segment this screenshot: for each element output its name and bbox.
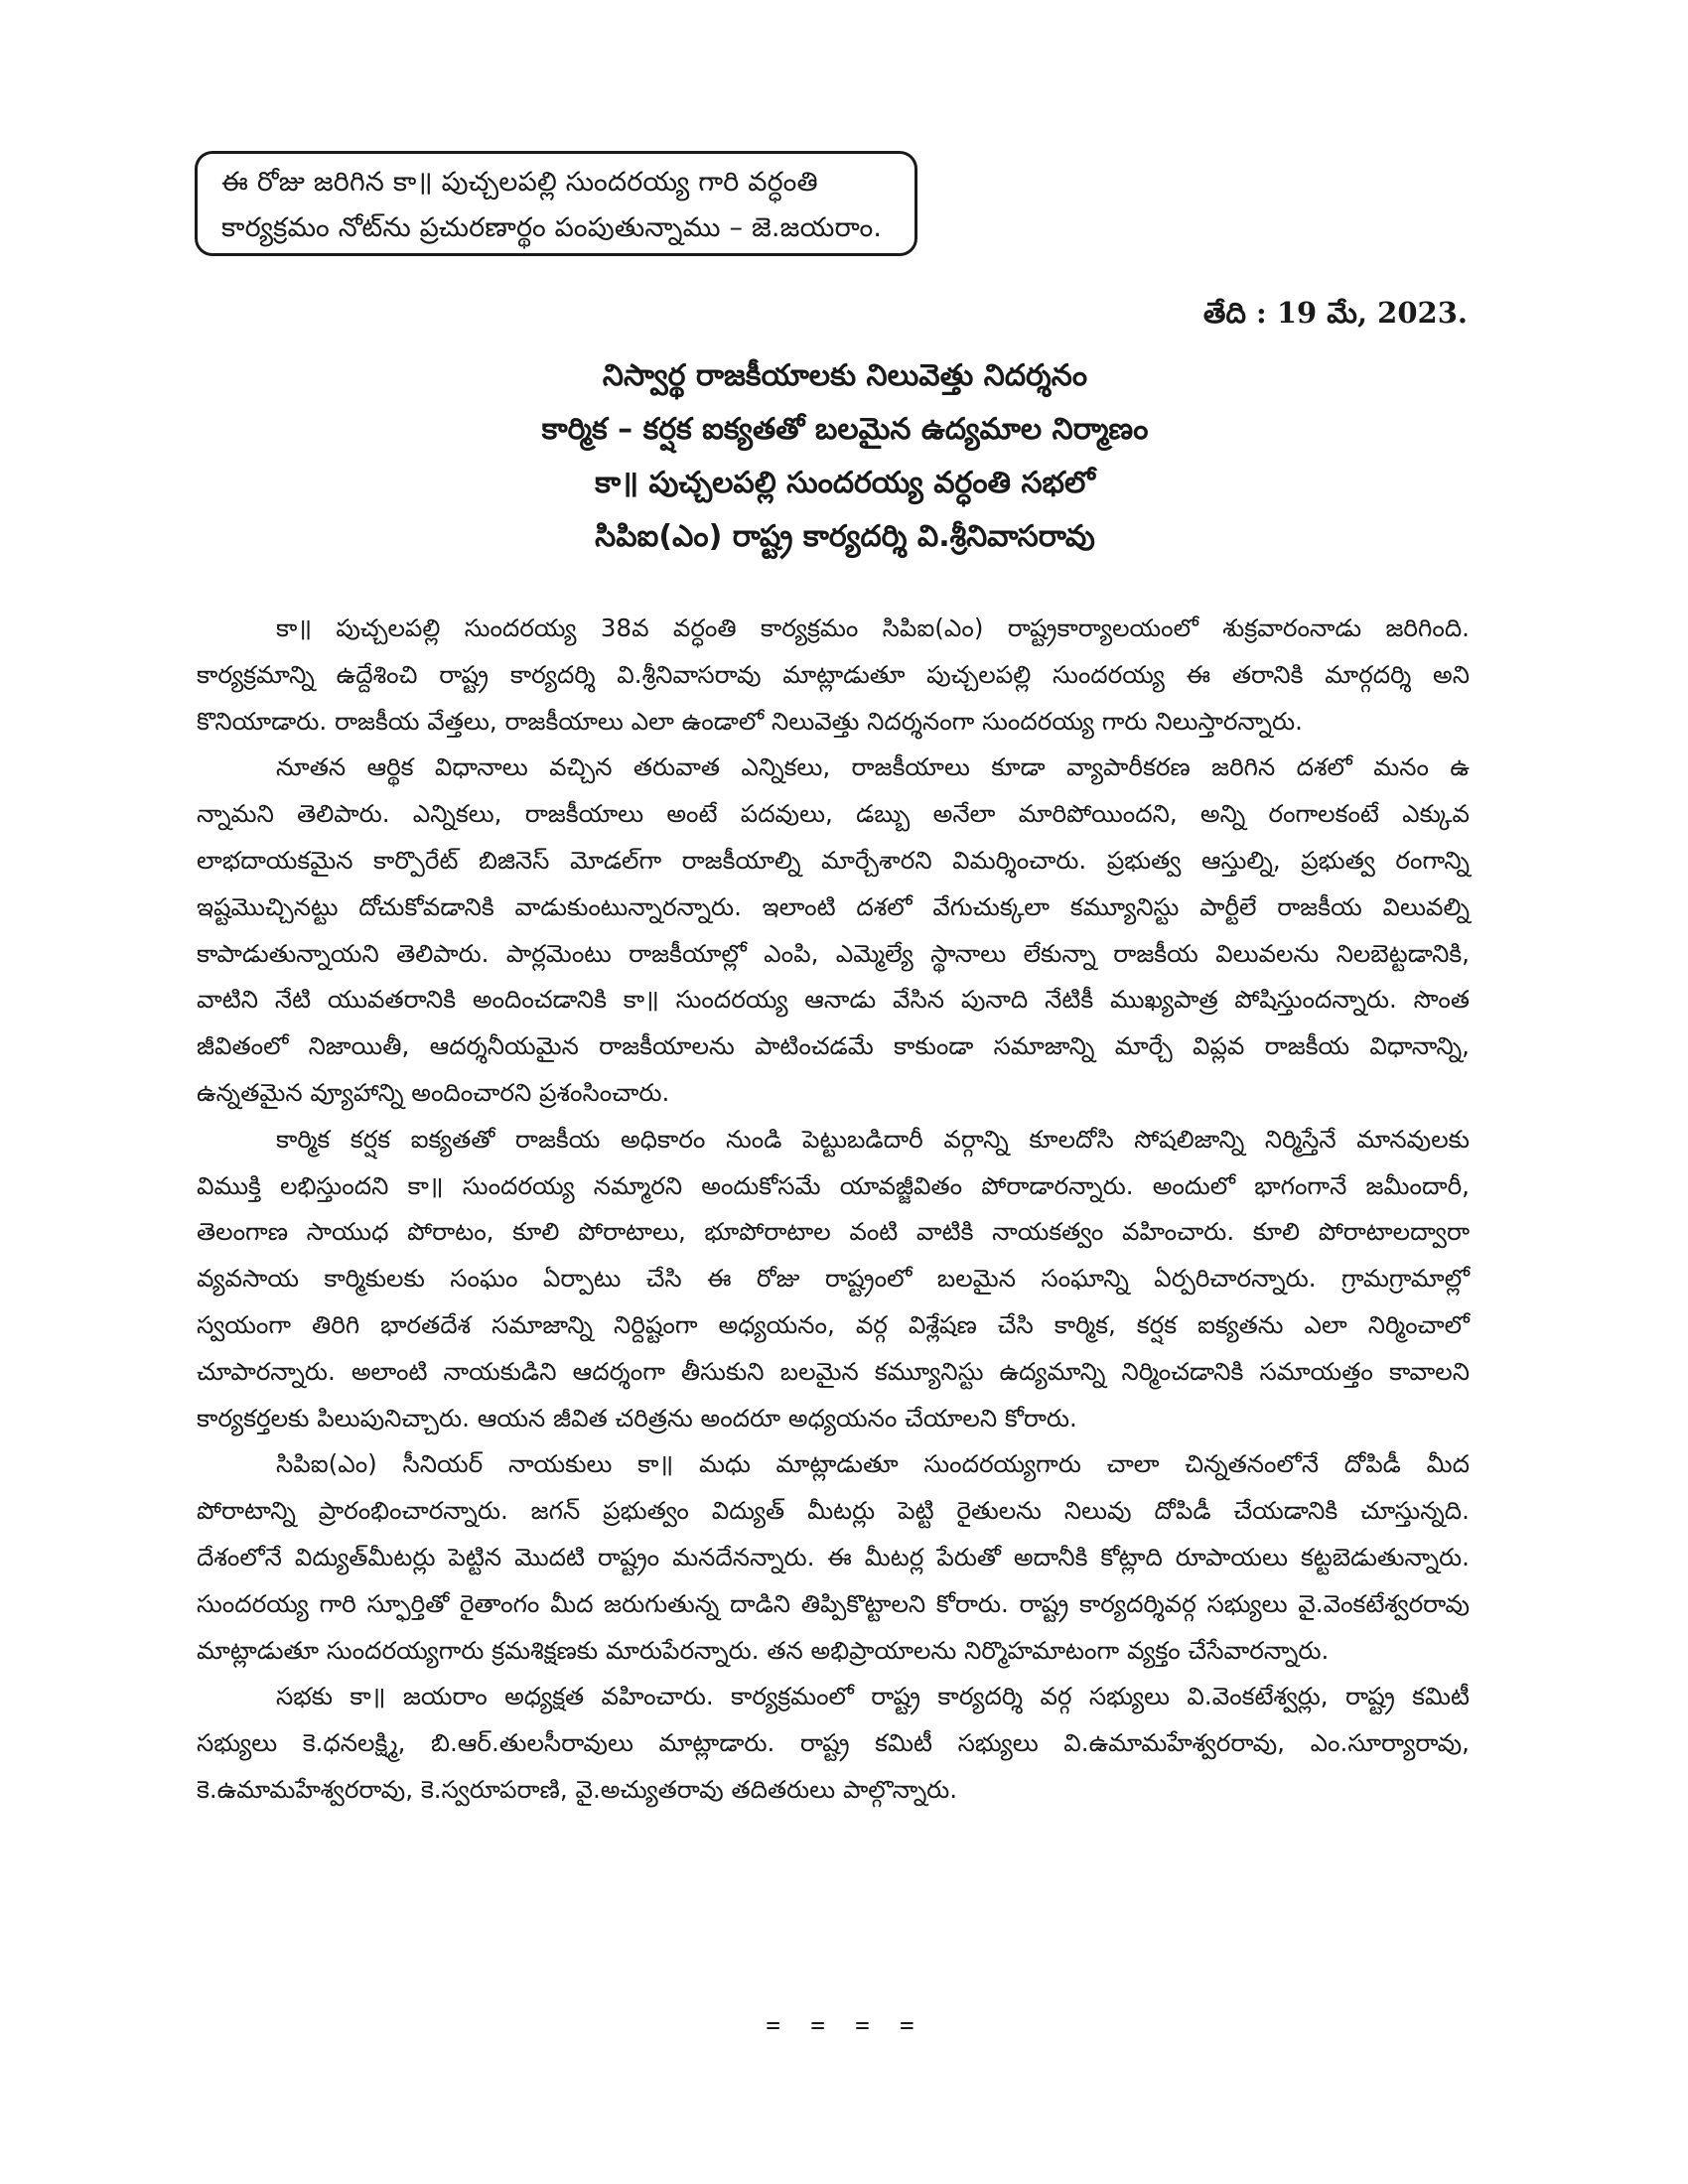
paragraph-line: తెలంగాణ సాయుధ పోరాటం, కూలి పోరాటాలు, భూపోరాటాల వంటి వాటికి నాయకత్వం వహించారు. కూలి పోరాటాలద్వారా: [197, 1217, 1470, 1247]
paragraph-line: కాపాడుతున్నాయని తెలిపారు. పార్లమెంటు రాజకీయాల్లో ఎంపి, ఎమ్మెల్యే స్థానాలు లేకున్నా రాజకీయ విలువలను నిలబెట్టడానికి,: [197, 938, 1470, 968]
paragraph-line: విముక్తి లభిస్తుందని కా॥ సుందరయ్య నమ్మారని అందుకోసమే యావజ్జీవితం పోరాడారన్నారు. అందులో భాగంగానే జమీందారీ,: [197, 1170, 1470, 1200]
paragraph-line: లాభదాయకమైన కార్పొరేట్ బిజినెస్ మోడల్‌గా రాజకీయాల్ని మార్చేశారని విమర్శించారు. ప్రభుత్వ ఆస్తుల్ని, ప్రభుత్వ రంగాన్ని: [197, 845, 1470, 875]
paragraph: [197, 1117, 1470, 1442]
paragraph-line: కా॥ పుచ్చలపల్లి సుందరయ్య 38వ వర్ధంతి కార్యక్రమం సిపిఐ(ఎం) రాష్ట్రకార్యాలయంలో శుక్రవారంనాడు జరిగింది.: [276, 614, 1470, 642]
paragraph-line: దేశంలోనే విద్యుత్‌మీటర్లు పెట్టిన మొదటి రాష్ట్రం మనదేనన్నారు. ఈ మీటర్ల పేరుతో అదానీకి కోట్లాది రూపాయలు కట్టబెడుతున్నారు.: [197, 1542, 1470, 1571]
paragraph-line: వాటిని నేటి యువతరానికి అందించడానికి కా॥ సుందరయ్య ఆనాడు వేసిన పునాది నేటికీ ముఖ్యపాత్ర పోషిస్తుందన్నారు. సొంత: [197, 985, 1470, 1015]
end-mark: = = = =: [766, 2011, 922, 2039]
paragraph: [197, 745, 1470, 1116]
paragraph-line: మాట్లాడుతూ సుందరయ్యగారు క్రమశిక్షణకు మారుపేరన్నారు. తన అభిప్రాయాలను నిర్మొహమాటంగా వ్యక్తం చేసేవారన్నారు.: [197, 1635, 1330, 1665]
paragraph-line: న్నామని తెలిపారు. ఎన్నికలు, రాజకీయాలు అంటే పదవులు, డబ్బు అనేలా మారిపోయిందని, అన్ని రంగాలకంటే ఎక్కువ: [197, 799, 1470, 829]
paragraph-line: పోరాటాన్ని ప్రారంభించారన్నారు. జగన్ ప్రభుత్వం విద్యుత్ మీటర్లు పెట్టి రైతులను నిలువు దోపిడీ చేయడానికి చూస్తున్నది.: [197, 1496, 1470, 1526]
note-line: కార్యక్రమం నోట్‌ను ప్రచురణార్థం పంపుతున్నాము – జె.జయరాం.: [221, 212, 883, 243]
paragraph-line: సుందరయ్య గారి స్ఫూర్తితో రైతాంగం మీద జరుగుతున్న దాడిని తిప్పికొట్టాలని కోరారు. రాష్ట్ర కార్యదర్శివర్గ సభ్యులు వై.వెంకటేశ్వరరావు: [197, 1588, 1470, 1618]
press-note-box: [195, 151, 917, 256]
headline: కా॥ పుచ్చలపల్లి సుందరయ్య వర్ధంతి సభలో: [595, 466, 1095, 500]
paragraph-line: సభకు కా॥ జయరాం అధ్యక్షత వహించారు. కార్యక్రమంలో రాష్ట్ర కార్యదర్శి వర్గ సభ్యులు వి.వెంకటేశ్వర్లు, రాష్ట్ర కమిటీ: [276, 1682, 1470, 1711]
paragraph-line: కె.ఉమామహేశ్వరరావు, కె.స్వరూపరాణి, వై.అచ్యుతరావు తదితరులు పాల్గొన్నారు.: [197, 1774, 958, 1804]
paragraph-line: వ్యవసాయ కార్మికులకు సంఘం ఏర్పాటు చేసి ఈ రోజు రాష్ట్రంలో బలమైన సంఘాన్ని ఏర్పరిచారన్నారు. గ్రామగ్రామాల్లో: [197, 1264, 1470, 1294]
paragraph-line: కార్మిక కర్షక ఐక్యతతో రాజకీయ అధికారం నుండి పెట్టుబడిదారీ వర్గాన్ని కూలదోసి సోషలిజాన్ని నిర్మిస్తేనే మానవులకు: [276, 1124, 1470, 1154]
document-date: తేది : 19 మే, 2023.: [1202, 296, 1468, 330]
paragraph-line: సభ్యులు కె.ధనలక్ష్మి, బి.ఆర్.తులసీరావులు మాట్లాడారు. రాష్ట్ర కమిటీ సభ్యులు వి.ఉమామహేశ్వరరావు, ఎం.సూర్యారావు,: [197, 1728, 1470, 1758]
paragraph-line: ఇష్టమొచ్చినట్టు దోచుకోవడానికి వాడుకుంటున్నారన్నారు. ఇలాంటి దశలో వేగుచుక్కలా కమ్యూనిస్టు పార్టీలే రాజకీయ విలువల్ని: [197, 891, 1470, 921]
paragraph-line: కార్యకర్తలకు పిలుపునిచ్చారు. ఆయన జీవిత చరిత్రను అందరూ అధ్యయనం చేయాలని కోరారు.: [197, 1403, 1077, 1433]
headline: సిపిఐ(ఎం) రాష్ట్ర కార్యదర్శి వి.శ్రీనివాసరావు: [595, 519, 1095, 554]
article-body: [197, 606, 1470, 1814]
paragraph-line: కొనియాడారు. రాజకీయ వేత్తలు, రాజకీయాలు ఎలా ఉండాలో నిలువెత్తు నిదర్శనంగా సుందరయ్య గారు నిలుస్తారన్నారు.: [197, 706, 1303, 736]
paragraph: [197, 1441, 1470, 1674]
headline: కార్మిక – కర్షక ఐక్యతతో బలమైన ఉద్యమాల నిర్మాణం: [541, 412, 1149, 447]
paragraph-line: చూపారన్నారు. అలాంటి నాయకుడిని ఆదర్శంగా తీసుకుని బలమైన కమ్యూనిస్టు ఉద్యమాన్ని నిర్మించడానికి సమాయత్తం కావాలని: [197, 1356, 1470, 1386]
paragraph-line: ఉన్నతమైన వ్యూహాన్ని అందించారని ప్రశంసించారు.: [197, 1077, 670, 1107]
paragraph-line: నూతన ఆర్థిక విధానాలు వచ్చిన తరువాత ఎన్నికలు, రాజకీయాలు కూడా వ్యాపారీకరణ జరిగిన దశలో మనం ఉ: [276, 752, 1470, 782]
paragraph: [197, 1674, 1470, 1813]
paragraph-line: జీవితంలో నిజాయితీ, ఆదర్శనీయమైన రాజకీయాలను పాటించడమే కాకుండా సమాజాన్ని మార్చే విప్లవ రాజకీయ విధానాన్ని,: [197, 1031, 1470, 1061]
paragraph: [197, 606, 1470, 745]
paragraph-line: సిపిఐ(ఎం) సీనియర్ నాయకులు కా॥ మధు మాట్లాడుతూ సుందరయ్యగారు చాలా చిన్నతనంలోనే దోపిడీ మీద: [276, 1449, 1470, 1479]
paragraph-line: కార్యక్రమాన్ని ఉద్దేశించి రాష్ట్ర కార్యదర్శి వి.శ్రీనివాసరావు మాట్లాడుతూ పుచ్చలపల్లి సుందరయ్య ఈ తరానికి మార్గదర్శి అని: [197, 659, 1470, 689]
paragraph-line: స్వయంగా తిరిగి భారతదేశ సమాజాన్ని నిర్దిష్టంగా అధ్యయనం, వర్గ విశ్లేషణ చేసి కార్మిక, కర్షక ఐక్యతను ఎలా నిర్మించాలో: [197, 1309, 1470, 1339]
note-line: ఈ రోజు జరిగిన కా॥ పుచ్చలపల్లి సుందరయ్య గారి వర్ధంతి: [221, 167, 818, 198]
headline: నిస్వార్థ రాజకీయాలకు నిలువెత్తు నిదర్శనం: [602, 358, 1088, 393]
headline-block: [220, 349, 1470, 564]
